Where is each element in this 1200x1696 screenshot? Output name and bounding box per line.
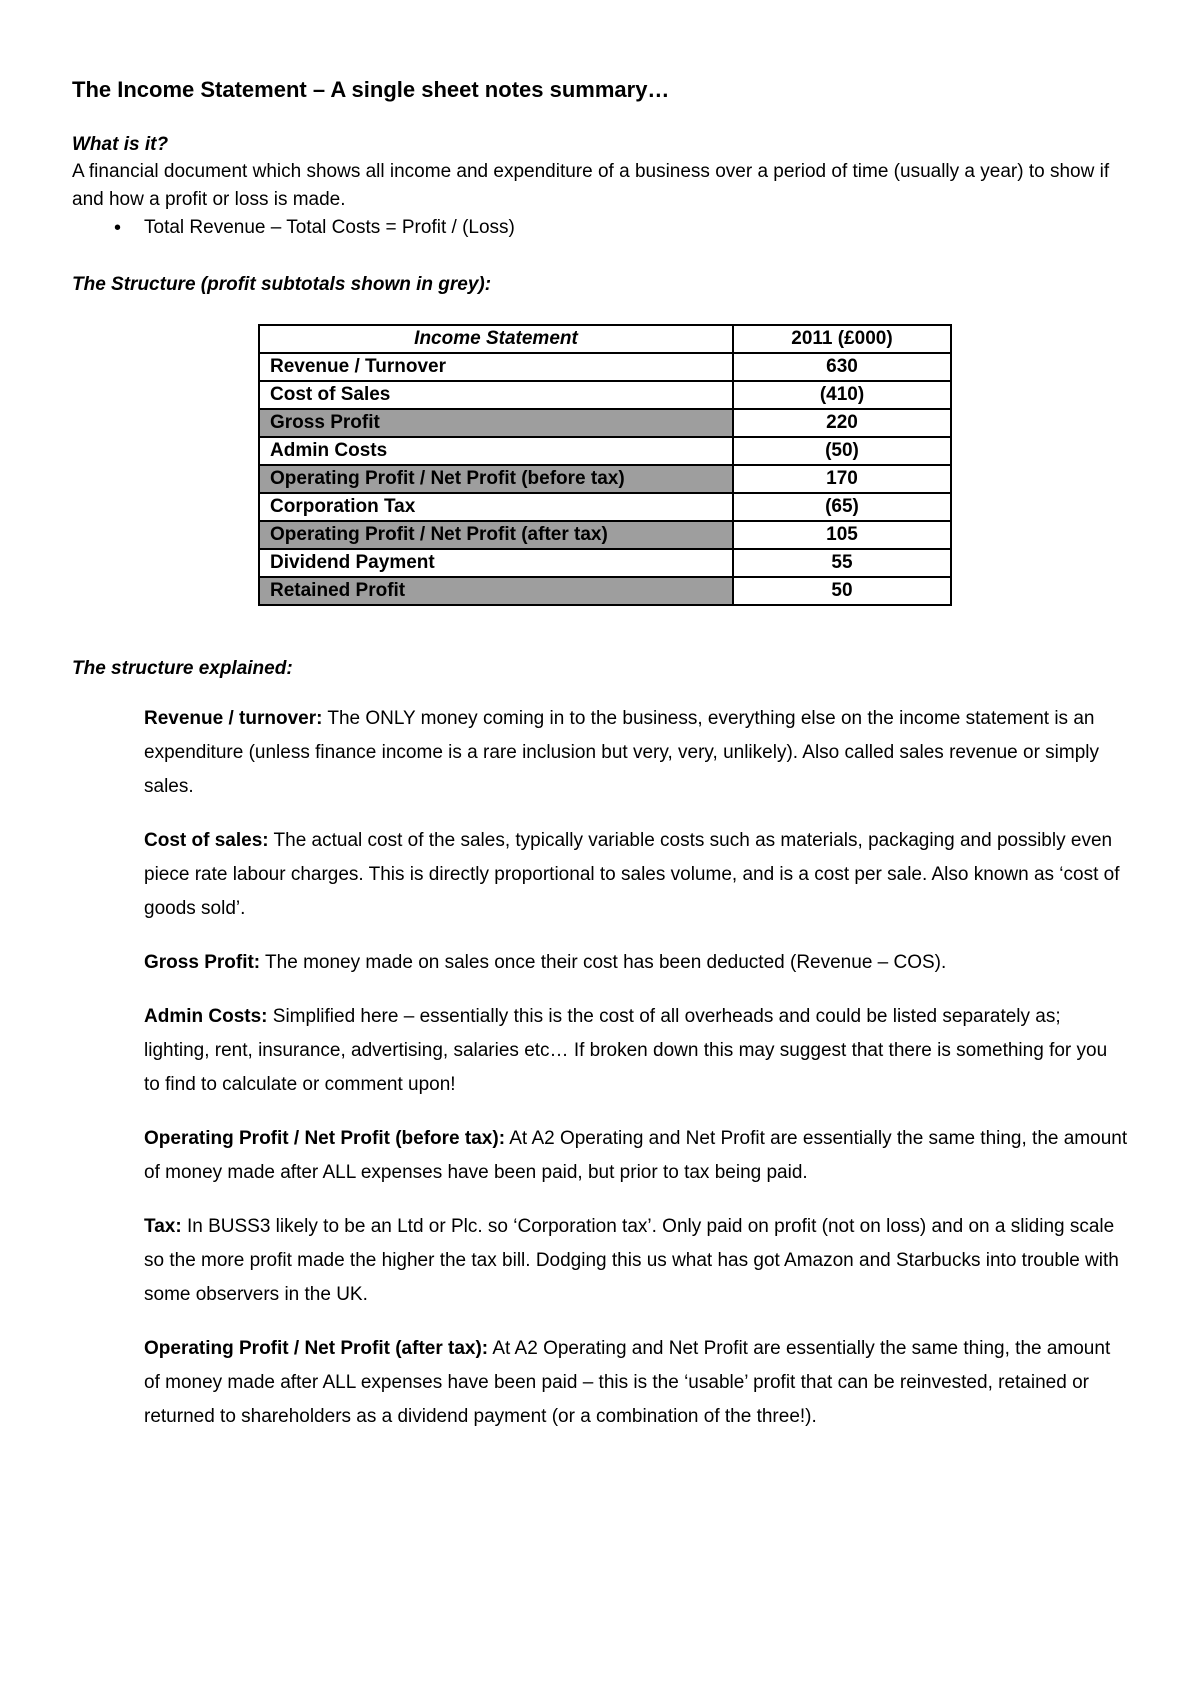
document-page — [72, 72, 1128, 1454]
row-value: (50) — [733, 437, 951, 465]
explanations-list — [144, 702, 1128, 1434]
explanation-text: At A2 Operating and Net Profit are essentially the same thing, the amount of money made after ALL expenses have been paid, but prior to tax being paid. — [144, 1128, 1128, 1183]
table-row — [259, 493, 951, 521]
explanation-term: Gross Profit: — [144, 952, 261, 973]
explanation-term: Operating Profit / Net Profit (before tax): — [144, 1128, 506, 1149]
row-label: Operating Profit / Net Profit (before tax) — [259, 465, 733, 493]
row-label: Admin Costs — [259, 437, 733, 465]
row-label: Cost of Sales — [259, 381, 733, 409]
explained-heading: The structure explained: — [72, 658, 293, 679]
row-value: 55 — [733, 549, 951, 577]
explanation-item — [144, 1210, 1128, 1312]
income-statement-table-wrap — [258, 324, 1128, 606]
formula-bullet: • Total Revenue – Total Costs = Profit / (Loss) — [144, 214, 1128, 242]
table-row-subtotal — [259, 577, 951, 605]
row-label: Revenue / Turnover — [259, 353, 733, 381]
explanation-term: Tax: — [144, 1216, 182, 1237]
row-value: (410) — [733, 381, 951, 409]
formula-list — [72, 214, 1128, 242]
row-label: Corporation Tax — [259, 493, 733, 521]
income-statement-table — [258, 324, 952, 606]
structure-heading: The Structure (profit subtotals shown in grey): — [72, 274, 492, 295]
explanation-text: The ONLY money coming in to the business, everything else on the income statement is an expenditure (unless finance income is a rare inclusion but very, very, unlikely). Also called sales revenue or simply sales. — [144, 708, 1100, 797]
row-value: 105 — [733, 521, 951, 549]
explanation-item — [144, 824, 1128, 926]
explanation-term: Operating Profit / Net Profit (after tax): — [144, 1338, 489, 1359]
explanation-item — [144, 946, 1128, 980]
explanation-term: Admin Costs: — [144, 1006, 268, 1027]
row-value: (65) — [733, 493, 951, 521]
table-row — [259, 549, 951, 577]
explanation-item — [144, 1122, 1128, 1190]
row-value: 220 — [733, 409, 951, 437]
row-label: Retained Profit — [259, 577, 733, 605]
table-row-subtotal — [259, 409, 951, 437]
what-is-it-heading: What is it? — [72, 134, 169, 155]
explanation-term: Revenue / turnover: — [144, 708, 323, 729]
explanation-term: Cost of sales: — [144, 830, 269, 851]
table-row-subtotal — [259, 521, 951, 549]
row-label: Dividend Payment — [259, 549, 733, 577]
explanation-text: Simplified here – essentially this is the cost of all overheads and could be listed separately as; lighting, rent, insurance, advertising, salaries etc… If broken down this may suggest that there is something for you to find to calculate or comment upon! — [144, 1006, 1108, 1095]
table-header-value: 2011 (£000) — [733, 325, 951, 353]
explanation-text: The actual cost of the sales, typically variable costs such as materials, packaging and possibly even piece rate labour charges. This is directly proportional to sales volume, and is a cost per sale. Also known as ‘cost of goods sold’. — [144, 830, 1120, 919]
document-title: The Income Statement – A single sheet notes summary… — [72, 77, 670, 102]
table-row — [259, 381, 951, 409]
definition-text: A financial document which shows all income and expenditure of a business over a period of time (usually a year) to show if and how a profit or loss is made. — [72, 161, 1110, 210]
explanation-text: In BUSS3 likely to be an Ltd or Plc. so ‘Corporation tax’. Only paid on profit (not on loss) and on a sliding scale so the more profit made the higher the tax bill. Dodging this us what has got Amazon and Starbucks into trouble with some observers in the UK. — [144, 1216, 1119, 1305]
explanation-item — [144, 1332, 1128, 1434]
explanation-text: At A2 Operating and Net Profit are essentially the same thing, the amount of money made after ALL expenses have been paid – this is the ‘usable’ profit that can be reinvested, retained or returned to shareholders as a dividend payment (or a combination of the three!). — [144, 1338, 1111, 1427]
row-value: 170 — [733, 465, 951, 493]
table-row — [259, 353, 951, 381]
row-label: Gross Profit — [259, 409, 733, 437]
explanation-text: The money made on sales once their cost has been deducted (Revenue – COS). — [260, 952, 947, 973]
explanation-item — [144, 702, 1128, 804]
table-row — [259, 437, 951, 465]
table-header-label: Income Statement — [259, 325, 733, 353]
explanation-item — [144, 1000, 1128, 1102]
table-header-row — [259, 325, 951, 353]
row-label: Operating Profit / Net Profit (after tax) — [259, 521, 733, 549]
row-value: 630 — [733, 353, 951, 381]
row-value: 50 — [733, 577, 951, 605]
table-row-subtotal — [259, 465, 951, 493]
